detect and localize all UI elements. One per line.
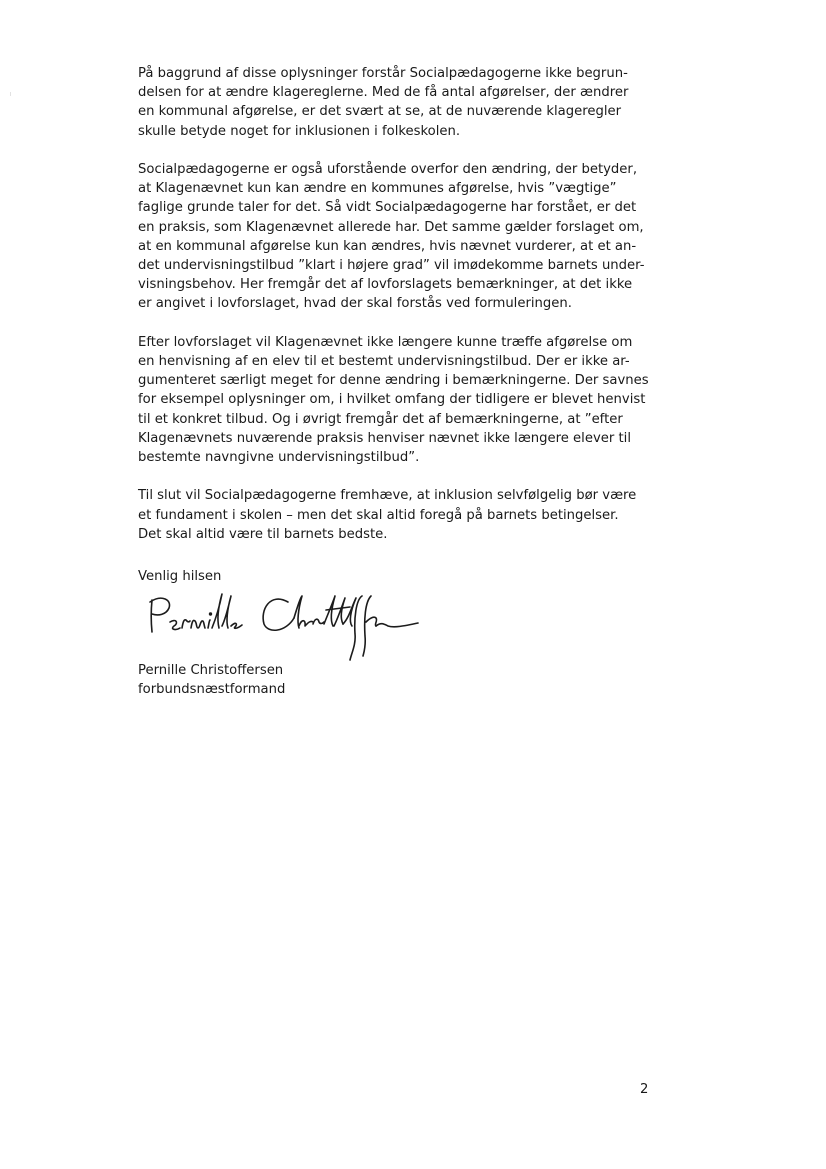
text-line: faglige grunde taler for det. Så vidt Socialpædagogerne har forstået, er det (138, 200, 637, 216)
paragraph-1 (138, 64, 658, 141)
signer-block (138, 661, 285, 699)
text-line: visningsbehov. Her fremgår det af lovforslagets bemærkninger, at det ikke (138, 277, 633, 293)
text-line: På baggrund af disse oplysninger forstår Socialpædagogerne ikke begrun- (138, 66, 628, 81)
text-line: Det skal altid være til barnets bedste. (138, 526, 388, 542)
text-line: en kommunal afgørelse, er det svært at se, at de nuværende klageregler (138, 104, 622, 120)
text-line: bestemte navngivne undervisningstilbud”. (138, 450, 420, 466)
letter-body (138, 64, 658, 563)
text-line: det undervisningstilbud ”klart i højere grad” vil imødekomme barnets under- (138, 258, 645, 274)
text-line: en praksis, som Klagenævnet allerede har. Det samme gælder forslaget om, (138, 219, 644, 235)
scan-margin-mark (10, 92, 11, 96)
text-line: en henvisning af en elev til et bestemt undervisningstilbud. Der er ikke ar- (138, 354, 630, 370)
text-line: Efter lovforslaget vil Klagenævnet ikke længere kunne træffe afgørelse om (138, 334, 633, 350)
text-line: for eksempel oplysninger om, i hvilket omfang der tidligere er blevet henvist (138, 392, 646, 408)
signer-title: forbundsnæstformand (138, 682, 286, 698)
text-line: Socialpædagogerne er også uforstående overfor den ændring, der betyder, (138, 162, 638, 177)
text-line: at Klagenævnet kun kan ændre en kommunes afgørelse, hvis ”vægtige” (138, 181, 617, 197)
text-line: er angivet i lovforslaget, hvad der skal forstås ved formuleringen. (138, 296, 572, 312)
handwritten-signature (138, 588, 438, 662)
text-line: delsen for at ændre klagereglerne. Med de få antal afgørelser, der ændrer (138, 85, 629, 101)
page-number: 2 (640, 1082, 649, 1097)
text-line: Klagenævnets nuværende praksis henviser nævnet ikke længere elever til (138, 430, 631, 446)
paragraph-2 (138, 160, 658, 314)
text-line: at en kommunal afgørelse kun kan ændres, hvis nævnet vurderer, at et an- (138, 238, 637, 254)
text-line: Til slut vil Socialpædagogerne fremhæve, at inklusion selvfølgelig bør være (138, 488, 637, 504)
text-line: skulle betyde noget for inklusionen i folkeskolen. (138, 123, 461, 139)
paragraph-3 (138, 333, 658, 467)
signer-name: Pernille Christoffersen (138, 663, 284, 678)
text-line: et fundament i skolen – men det skal altid foregå på barnets betingelser. (138, 507, 619, 523)
closing-salutation: Venlig hilsen (138, 569, 222, 584)
text-line: til et konkret tilbud. Og i øvrigt fremgår det af bemærkningerne, at ”efter (138, 411, 623, 427)
text-line: gumenteret særligt meget for denne ændring i bemærkningerne. Der savnes (138, 373, 649, 389)
paragraph-4 (138, 486, 658, 544)
